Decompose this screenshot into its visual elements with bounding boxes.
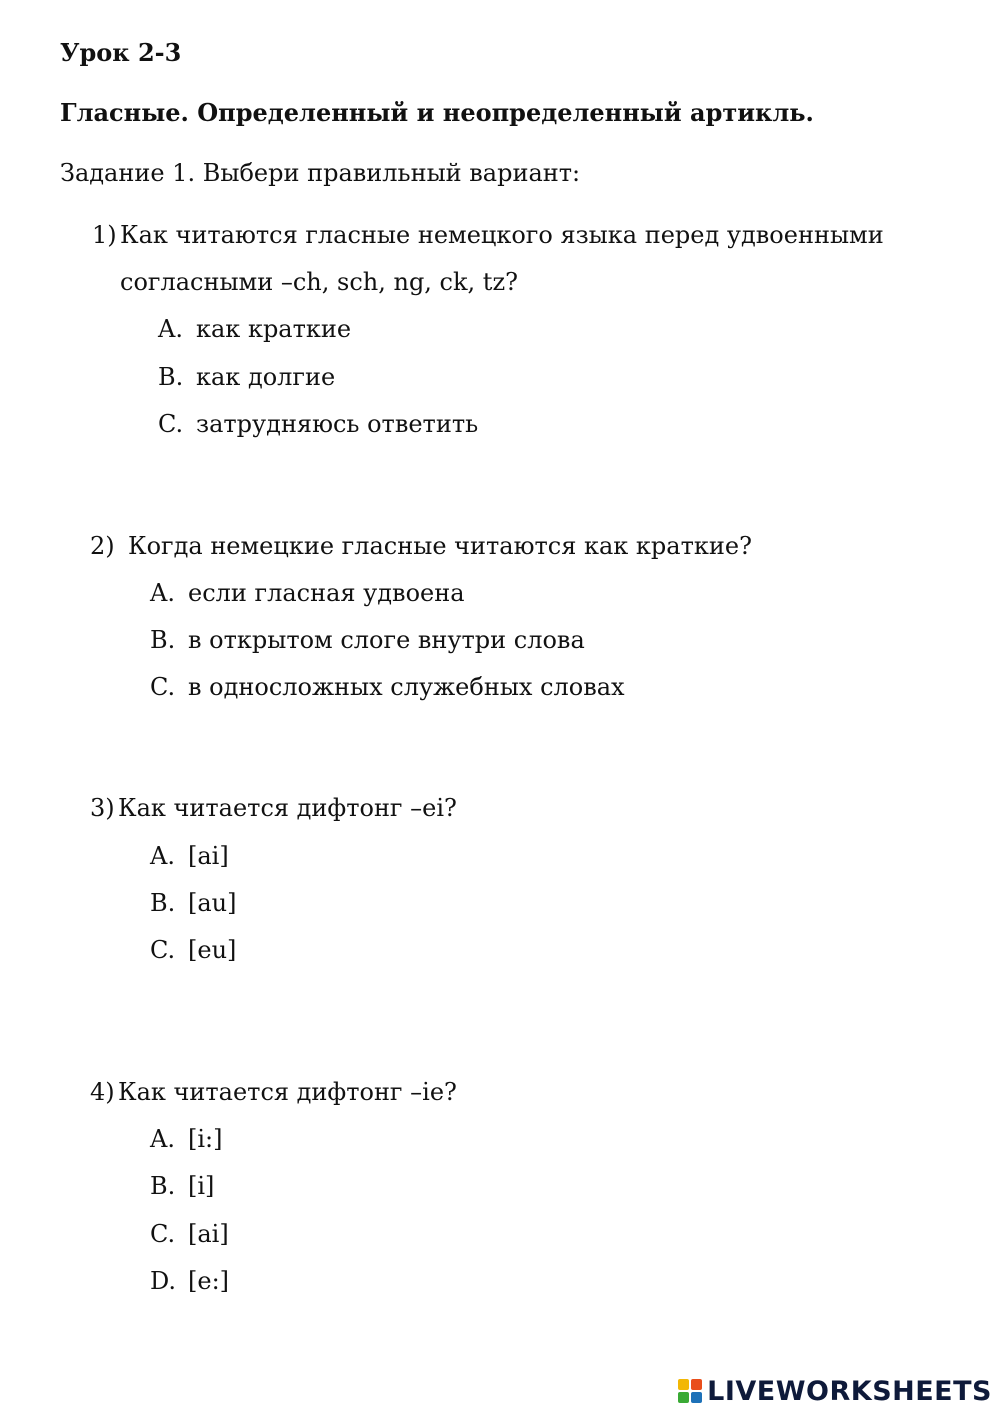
option-letter: A. [150, 842, 175, 870]
option-text: в открытом слоге внутри слова [188, 626, 585, 654]
option-text: [i:] [188, 1125, 223, 1153]
option-text: [ai] [188, 842, 229, 870]
option-1c[interactable] [158, 409, 478, 439]
option-letter: B. [150, 626, 176, 654]
option-4c[interactable] [150, 1219, 229, 1249]
option-letter: B. [150, 1172, 176, 1200]
option-4d[interactable] [150, 1266, 229, 1296]
option-2c[interactable] [150, 672, 625, 702]
question-number: 3) [90, 794, 115, 822]
option-letter: C. [158, 410, 184, 438]
option-4a[interactable] [150, 1124, 223, 1154]
option-2a[interactable] [150, 578, 465, 608]
liveworksheets-logo-icon [678, 1379, 702, 1403]
question-1-continued: согласными –ch, sch, ng, ck, tz? [120, 268, 518, 296]
question-text: Как читается дифтонг –ei? [118, 794, 457, 822]
option-text: затрудняюсь ответить [196, 410, 479, 438]
question-number: 2) [90, 532, 115, 560]
option-text: [eu] [188, 936, 237, 964]
question-text: Как читаются гласные немецкого языка перед удвоенными [120, 221, 884, 249]
option-2b[interactable] [150, 625, 585, 655]
option-1a[interactable] [158, 314, 351, 344]
option-1b[interactable] [158, 362, 335, 392]
topic-heading: Гласные. Определенный и неопределенный артикль. [60, 98, 814, 127]
option-text: [ai] [188, 1220, 229, 1248]
option-letter: D. [150, 1267, 177, 1295]
question-4 [90, 1077, 457, 1107]
option-text: [au] [188, 889, 237, 917]
question-number: 1) [92, 221, 117, 249]
watermark-text: LIVEWORKSHEETS [707, 1375, 992, 1407]
option-letter: B. [150, 889, 176, 917]
question-1 [92, 220, 884, 250]
logo-square [691, 1379, 702, 1390]
question-3 [90, 793, 457, 823]
option-text: как долгие [196, 363, 336, 391]
option-3c[interactable] [150, 935, 236, 965]
option-text: [i] [188, 1172, 215, 1200]
option-letter: A. [158, 315, 183, 343]
option-letter: A. [150, 579, 175, 607]
option-4b[interactable] [150, 1171, 214, 1201]
question-text: Как читается дифтонг –ie? [118, 1078, 457, 1106]
task-instruction: Задание 1. Выбери правильный вариант: [60, 159, 581, 187]
option-text: как краткие [196, 315, 352, 343]
option-letter: C. [150, 673, 176, 701]
logo-square [691, 1392, 702, 1403]
liveworksheets-watermark [678, 1373, 992, 1409]
option-text: если гласная удвоена [188, 579, 465, 607]
question-text: Когда немецкие гласные читаются как краткие? [128, 532, 752, 560]
question-number: 4) [90, 1078, 115, 1106]
lesson-title: Урок 2-3 [60, 38, 182, 67]
option-letter: B. [158, 363, 184, 391]
option-3b[interactable] [150, 888, 237, 918]
option-letter: C. [150, 936, 176, 964]
option-letter: C. [150, 1220, 176, 1248]
option-text: в односложных служебных словах [188, 673, 625, 701]
option-text: [e:] [188, 1267, 230, 1295]
option-3a[interactable] [150, 841, 229, 871]
option-letter: A. [150, 1125, 175, 1153]
logo-square [678, 1392, 689, 1403]
question-2 [90, 531, 752, 561]
logo-square [678, 1379, 689, 1390]
